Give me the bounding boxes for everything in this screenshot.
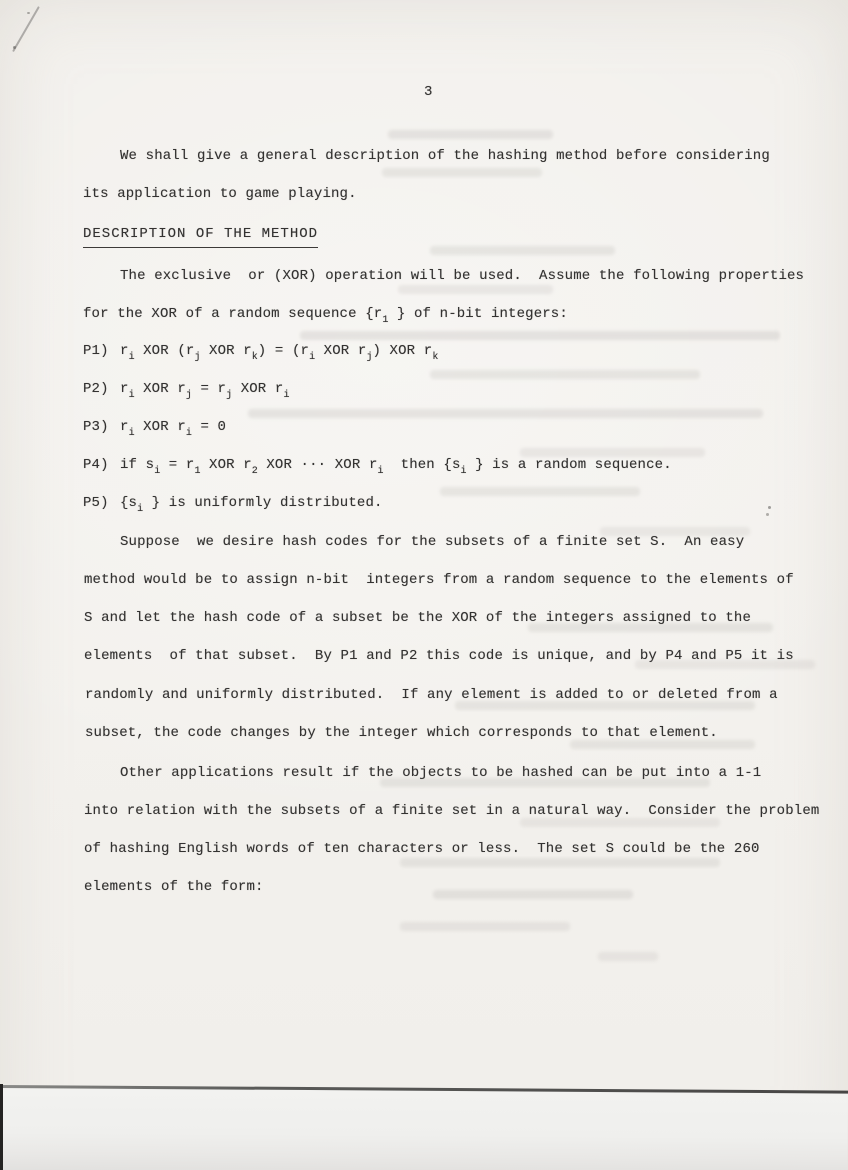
property-formula: $r_i$ XOR $r_j = r_j$ XOR $r_i$: [120, 381, 290, 401]
speck-artifact: [768, 506, 771, 509]
subset-paragraph-line: randomly and uniformly distributed. If any element is added to or deleted from a: [85, 687, 778, 703]
property-formula: {$s_i$ } is uniformly distributed.: [120, 495, 383, 515]
property-formula: $r_i$ XOR $r_i = 0$: [120, 419, 227, 439]
bleed-smudge: [248, 409, 763, 418]
intro-paragraph-line: We shall give a general description of the hashing method before considering: [120, 148, 770, 164]
bleed-smudge: [388, 130, 553, 139]
method-paragraph-line: The exclusive or (XOR) operation will be used. Assume the following properties: [120, 268, 805, 284]
bleed-smudge: [300, 331, 780, 340]
bleed-smudge: [400, 858, 720, 867]
page-number: 3: [424, 84, 433, 100]
property-formula: if $s_i = r_1$ XOR $r_2$ XOR ··· XOR $r_i$ then {$s_i$ } is a random sequence.: [120, 457, 672, 477]
property-label: P2): [83, 381, 109, 397]
bleed-smudge: [430, 370, 700, 379]
bleed-smudge: [598, 952, 658, 961]
property-label: P4): [83, 457, 109, 473]
underlying-sheet: [0, 1087, 848, 1170]
bleed-smudge: [433, 890, 633, 899]
applications-paragraph-line: of hashing English words of ten characters or less. The set S could be the 260: [84, 841, 760, 857]
subset-paragraph-line: Suppose we desire hash codes for the subsets of a finite set S. An easy: [120, 534, 745, 550]
bleed-smudge: [440, 487, 640, 496]
bleed-smudge: [400, 922, 570, 931]
subset-paragraph-line: method would be to assign n-bit integers from a random sequence to the elements of: [84, 572, 794, 588]
property-formula: $r_i$ XOR ($r_j$ XOR $r_k) = (r_i$ XOR $r_j$) XOR $r_k$: [120, 343, 439, 363]
property-label: P5): [83, 495, 109, 511]
bleed-smudge: [382, 168, 542, 177]
applications-paragraph-line: elements of the form:: [84, 879, 264, 895]
applications-paragraph-line: Other applications result if the objects to be hashed can be put into a 1-1: [120, 765, 762, 781]
property-label: P1): [83, 343, 109, 359]
bleed-smudge: [398, 285, 553, 294]
property-label: P3): [83, 419, 109, 435]
intro-paragraph-line: its application to game playing.: [83, 186, 357, 202]
page-edge-shadow: [0, 1084, 3, 1170]
subset-paragraph-line: elements of that subset. By P1 and P2 this code is unique, and by P4 and P5 it is: [84, 648, 794, 664]
subset-paragraph-line: S and let the hash code of a subset be the XOR of the integers assigned to the: [84, 610, 752, 626]
speck-artifact: [13, 46, 16, 49]
subset-paragraph-line: subset, the code changes by the integer which corresponds to that element.: [85, 725, 718, 741]
method-paragraph-line: for the XOR of a random sequence {$r_1$ } of n-bit integers:: [83, 306, 568, 326]
speck-artifact: [27, 12, 30, 14]
section-heading: DESCRIPTION OF THE METHOD: [83, 224, 318, 248]
bleed-smudge: [430, 246, 615, 255]
scratch-mark: [12, 6, 39, 52]
applications-paragraph-line: into relation with the subsets of a finite set in a natural way. Consider the problem: [84, 803, 820, 819]
